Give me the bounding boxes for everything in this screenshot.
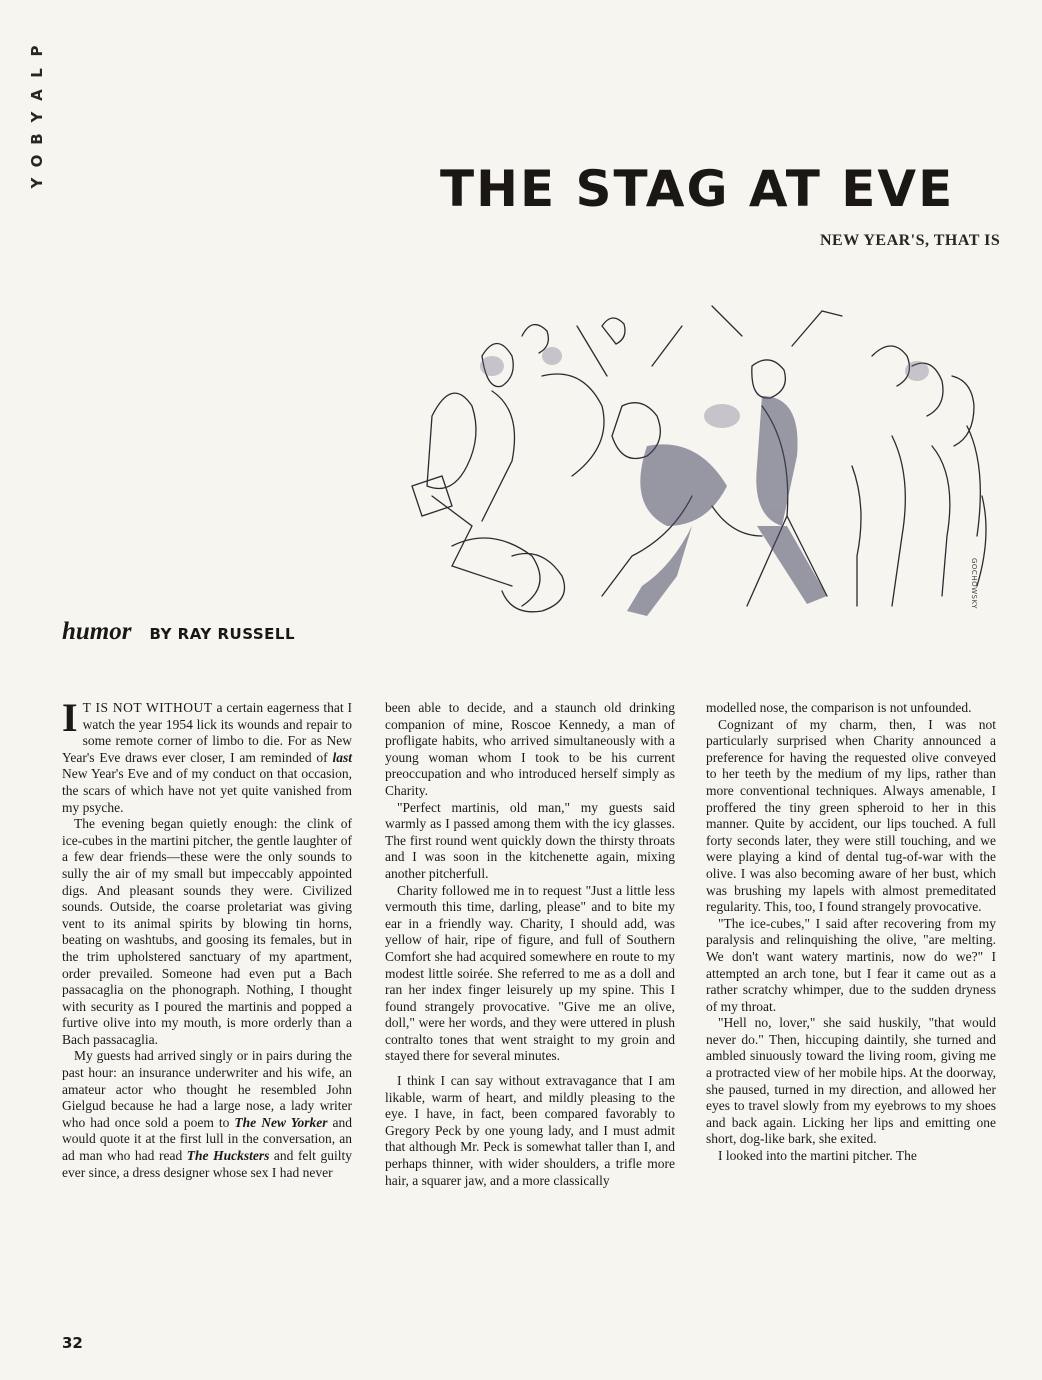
paragraph	[62, 1048, 352, 1181]
paragraph-text: My guests had arrived singly or in pairs during the past hour: an insurance underwriter and his wife, an amateur actor who thought he resembled John Gielgud because he had a large nose, a lady writer who had once sold a poem to	[62, 1048, 352, 1130]
masthead-letter: O	[28, 154, 46, 168]
paragraph-text: and felt guilty ever since, a dress designer whose sex I had never	[62, 1148, 352, 1180]
illustrator-signature: GOCHOWSKY	[970, 558, 978, 610]
lead-in: T IS NOT WITHOUT	[82, 700, 213, 715]
article-title: THE STAG AT EVE	[440, 160, 955, 218]
text-column-3	[706, 700, 996, 1165]
masthead-letter: P	[28, 45, 46, 57]
paragraph: "The ice-cubes," I said after recovering from my paralysis and relinquishing the olive, "are melting. We don't want watery martinis, now do we?" I attempted an arch tone, but I fear it came out as a rather scratchy whimper, due to the sudden dryness of my throat.	[706, 915, 996, 1014]
paragraph: I think I can say without extravagance that I am likable, warm of heart, and mildly pleasing to the eye. I have, in fact, been compared favorably to Gregory Peck by one young lady, and I must admit that although Mr. Peck is somewhat taller than I, and perhaps thinner, with wider shoulders, a trifle more hair, a squarer jaw, and a more classically	[385, 1073, 675, 1188]
masthead-letter: B	[28, 133, 46, 145]
emphasis-text: last	[332, 749, 352, 765]
paragraph-text: New Year's Eve and of my conduct on that occasion, the scars of which have not yet quite vanished from my psyche.	[62, 766, 352, 815]
text-column-1	[62, 695, 353, 1181]
text-column-2	[385, 700, 675, 1189]
paragraph: I looked into the martini pitcher. The	[718, 1148, 917, 1164]
paragraph: Cognizant of my charm, then, I was not particularly surprised when Charity announced a preference for having the requested olive conveyed to her teeth by the medium of my lips, rather than more conventional techniques. Always amenable, I proffered the tiny green spheroid to her in this manner. Quite by accident, our lips touched. A full forty seconds later, they were still touching, and we were playing a kind of dental tug-of-war with the olive. I was also becoming aware of her bust, which was brushing my lapels with almost premeditated regularity. This, too, I found strangely provocative.	[706, 716, 996, 915]
paragraph: been able to decide, and a staunch old drinking companion of mine, Roscoe Kennedy, a man of profligate habits, who arrived simultaneously with a young woman whom I took to be his current preoccupation and who introduced herself simply as Charity.	[385, 700, 675, 798]
article-subtitle: NEW YEAR'S, THAT IS	[820, 232, 1001, 249]
masthead-letter: Y	[28, 111, 46, 123]
emphasis-text: The Hucksters	[186, 1148, 270, 1164]
paragraph-text: a certain eagerness that I watch the year 1954 lick its wounds and repair to some remote corner of limbo to die. For as New Year's Eve draws ever closer, I am reminded of	[62, 700, 352, 765]
section-kicker: humor	[62, 618, 132, 645]
drop-cap: I	[62, 695, 78, 740]
author-byline: BY RAY RUSSELL	[149, 625, 296, 643]
paragraph: "Perfect martinis, old man," my guests said warmly as I passed among them with the icy glasses. The first round went quickly down the thirsty throats and I was soon in the kitchenette again, mixing another pitcherfull.	[385, 799, 675, 881]
masthead-letter: L	[28, 68, 46, 78]
paragraph: "Hell no, lover," she said huskily, "that would never do." Then, hiccuping daintily, she turned and ambled sinuously toward the living room, giving me a protracted view of her mobile hips. At the doorway, she paused, turned in my direction, and allowed her eyes to travel slowly from my eyebrows to my shoes and back again. Licking her lips and emitting one short, dog-like bark, she exited.	[706, 1015, 996, 1147]
paragraph: modelled nose, the comparison is not unfounded.	[706, 700, 972, 715]
paragraph	[62, 695, 352, 816]
masthead-letter: A	[28, 89, 46, 101]
paragraph: The evening began quietly enough: the clink of ice-cubes in the martini pitcher, the gentle laughter of a few dear friends—these were the only sounds to sully the air of my small but impeccably appointed digs. And pleasant sounds they were. Civilized sounds. Outside, the coarse proletariat was giving vent to its animal spirits by blowing tin horns, beating on washtubs, and goosing its females, but in the trim upholstered sanctuary of my apartment, order prevailed. Someone had even put a Bach passacaglia on the phonograph. Nothing, I thought with security as I poured the martinis and popped a furtive olive into my mouth, is more orderly than a Bach passacaglia.	[62, 816, 352, 1047]
party-illustration	[392, 296, 1004, 634]
magazine-masthead	[26, 40, 48, 194]
paragraph: Charity followed me in to request "Just a little less vermouth this time, darling, please" and to bite my ear in a friendly way. Charity, I should add, was yellow of hair, ripe of figure, and full of Southern Comfort she had acquired somewhere en route to my modest little soirée. She referred to me as a doll and ran her index finger leisurely up my spine. This I found strangely provocative. "Give me an olive, doll," were her words, and they were uttered in plush contralto tones that went straight to my groin and stayed there for several minutes.	[385, 882, 675, 1064]
paragraph-text: and would quote it at the first lull in the conversation, an ad man who had read	[62, 1114, 353, 1164]
page-number: 32	[62, 1334, 83, 1352]
party-sketch	[392, 296, 1004, 634]
emphasis-text: The New Yorker	[234, 1114, 328, 1130]
byline	[62, 618, 295, 646]
masthead-letter: Y	[28, 177, 46, 189]
